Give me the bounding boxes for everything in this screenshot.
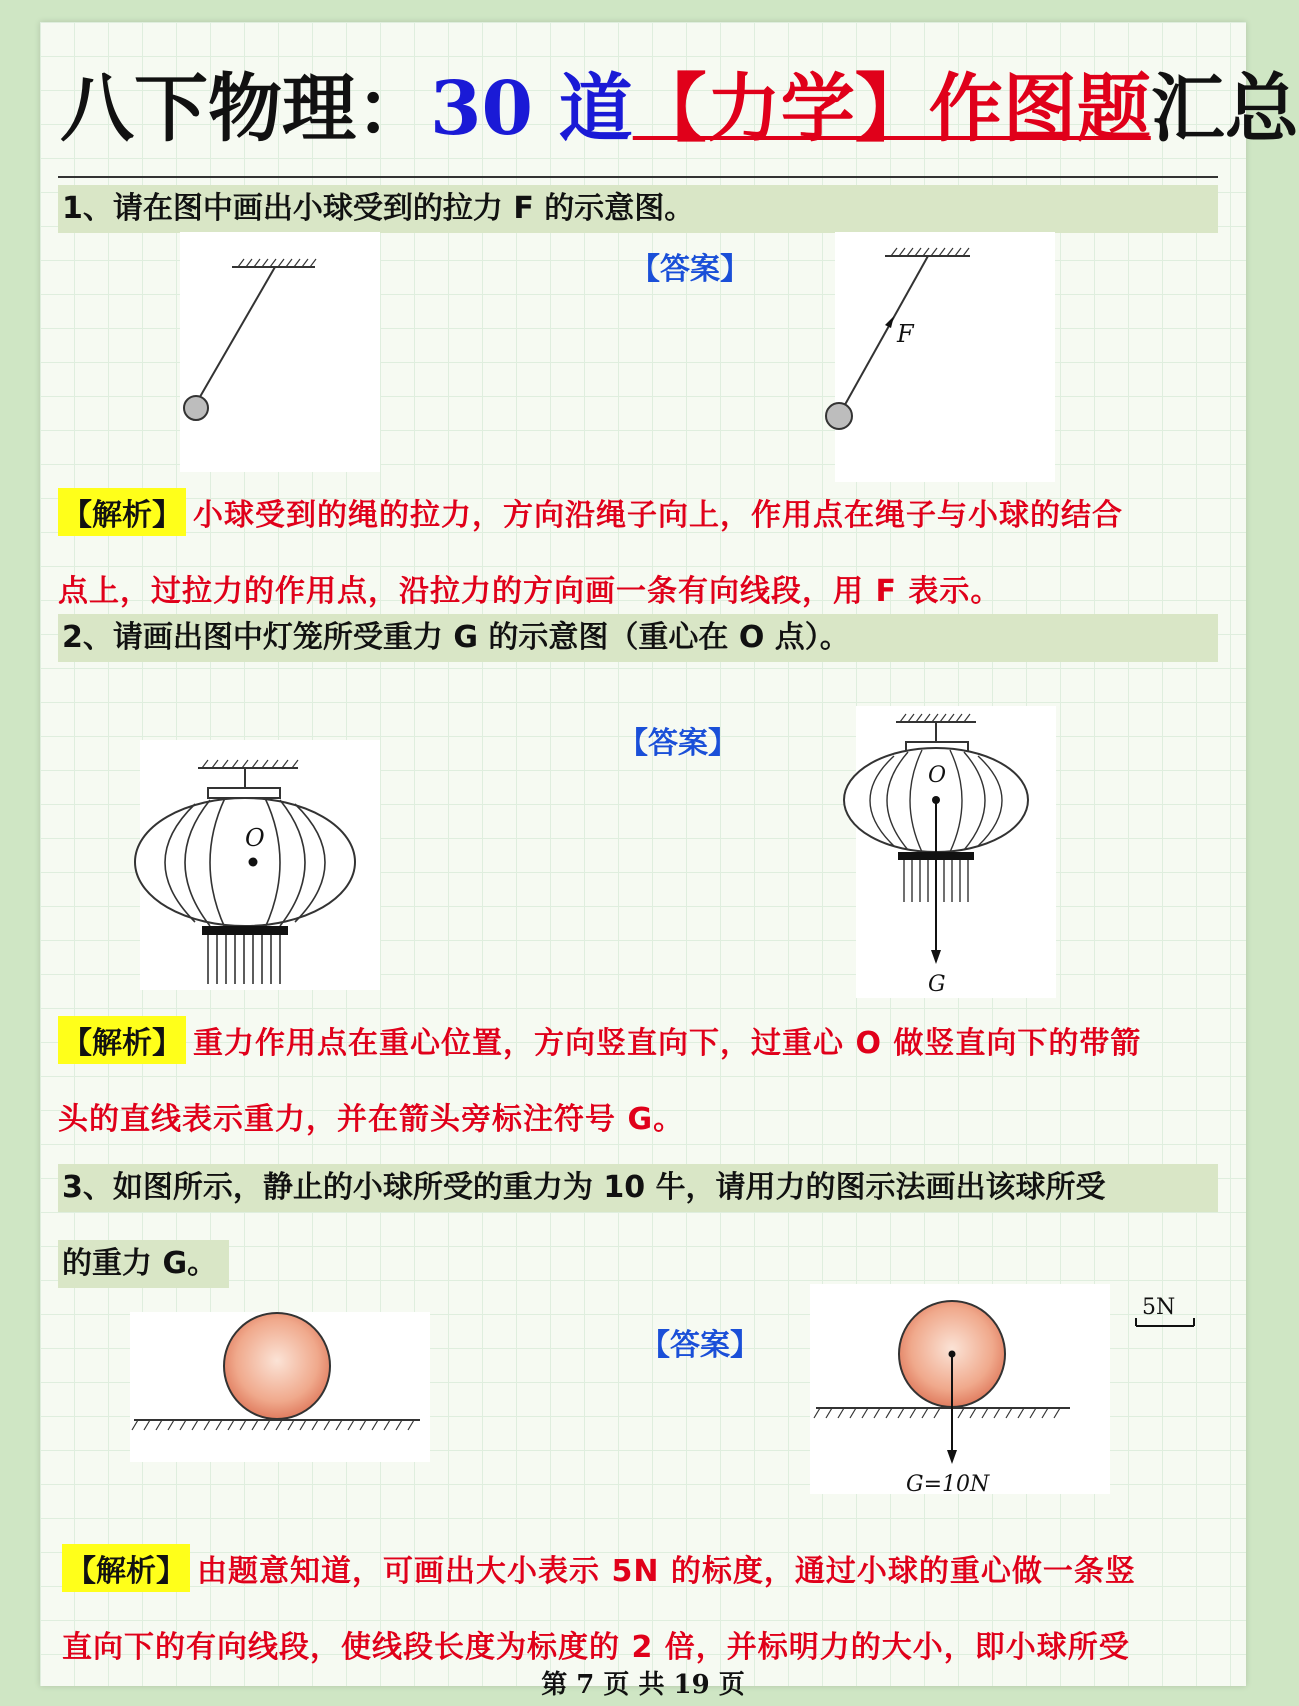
label-g: G — [928, 972, 946, 997]
page-title — [60, 54, 1299, 164]
q3-answer-diagram — [810, 1284, 1110, 1497]
title-divider — [58, 176, 1218, 178]
q3-question-line-2: 的重力 G。 — [58, 1240, 229, 1288]
q3-analysis-line-1: 由题意知道，可画出大小表示 5N 的标度，通过小球的重心做一条竖 — [197, 1554, 1136, 1589]
q1-analysis-tag: 【解析】 — [58, 488, 186, 536]
title-part-4: 汇总 — [1150, 66, 1299, 152]
title-part-2: 30 道 — [430, 66, 633, 152]
q1-analysis-line-2: 点上，过拉力的作用点，沿拉力的方向画一条有向线段，用 F 表示。 — [58, 574, 1002, 609]
q2-analysis-line-1: 重力作用点在重心位置，方向竖直向下，过重心 O 做竖直向下的带箭 — [193, 1026, 1142, 1061]
label-o-answer: O — [928, 763, 947, 788]
scale-bar — [1130, 1292, 1200, 1342]
gravity-arrow-head — [931, 950, 941, 964]
q1-answer-diagram — [835, 232, 1055, 482]
title-part-3: 【力学】作图题 — [632, 66, 1151, 152]
q1-answer-tag: 【答案】 — [630, 252, 750, 287]
label-g-10n: G=10N — [906, 1472, 990, 1497]
title-part-1: 八下物理： — [60, 66, 430, 152]
q2-answer-figure — [856, 706, 1056, 998]
q3-answer-figure — [810, 1284, 1110, 1497]
q3-question-line-1: 3、如图所示，静止的小球所受的重力为 10 牛，请用力的图示法画出该球所受 — [58, 1164, 1218, 1212]
q3-analysis-line-2: 直向下的有向线段，使线段长度为标度的 2 倍，并标明力的大小，即小球所受 — [62, 1630, 1130, 1665]
q1-figure — [180, 232, 380, 472]
label-f: F — [897, 320, 914, 348]
label-o: O — [245, 824, 265, 852]
q3-figure — [130, 1312, 430, 1462]
q1-analysis-line-1: 小球受到的绳的拉力，方向沿绳子向上，作用点在绳子与小球的结合 — [193, 498, 1123, 533]
scale-bar-diagram — [1130, 1292, 1200, 1342]
q3-analysis-tag: 【解析】 — [62, 1544, 190, 1592]
q2-figure — [140, 740, 380, 990]
q2-answer-diagram — [856, 706, 1056, 998]
force-arrow-f — [885, 316, 894, 328]
q1-pendulum-diagram — [180, 232, 380, 472]
q2-analysis-line-2: 头的直线表示重力，并在箭头旁标注符号 G。 — [58, 1102, 685, 1137]
q2-lantern-diagram — [140, 740, 380, 990]
q2-answer-tag: 【答案】 — [618, 726, 738, 761]
scale-label: 5N — [1142, 1295, 1176, 1320]
q1-answer-figure — [835, 232, 1055, 482]
document-page — [40, 22, 1299, 1700]
q2-analysis-tag: 【解析】 — [58, 1016, 186, 1064]
q2-question: 2、请画出图中灯笼所受重力 G 的示意图（重心在 O 点）。 — [58, 614, 1218, 662]
page-footer: 第 7 页 共 19 页 — [541, 1670, 745, 1700]
q1-question: 1、请在图中画出小球受到的拉力 F 的示意图。 — [58, 185, 1218, 233]
q3-answer-tag: 【答案】 — [640, 1328, 760, 1363]
weight-arrow-head — [947, 1450, 957, 1464]
q3-ball-diagram — [130, 1312, 430, 1462]
